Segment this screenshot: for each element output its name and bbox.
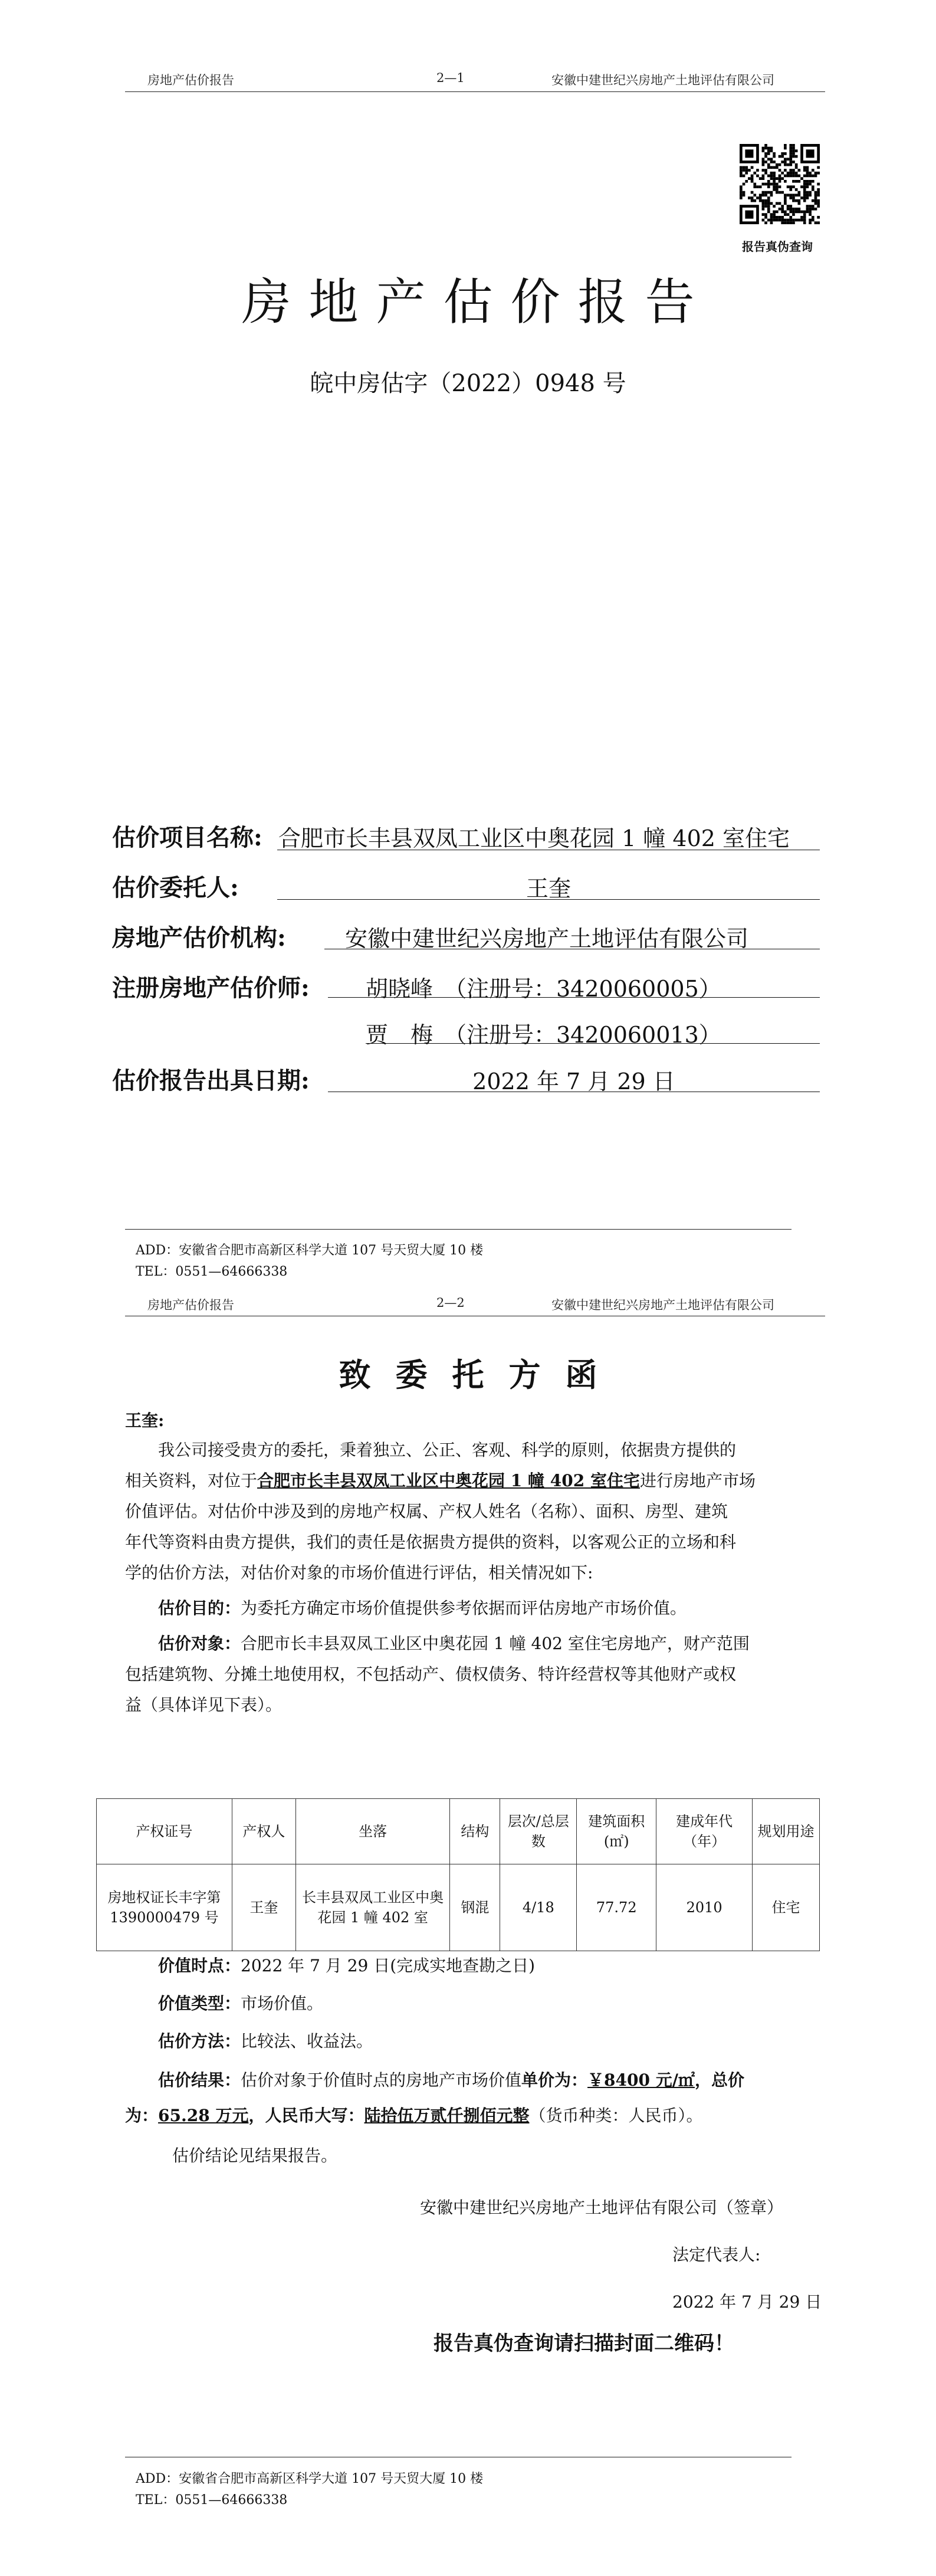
letter-title: 致委托方函 [339, 1356, 622, 1394]
header-company: 安徽中建世纪兴房地产土地评估有限公司 [551, 1298, 774, 1312]
table-cell: 4/18 [500, 1864, 577, 1951]
table-header-cell: 建成年代（年） [656, 1799, 753, 1864]
client-underline [277, 899, 820, 900]
intro-line-3: 价值评估。对估价中涉及到的房地产权属、产权人姓名（名称）、面积、房型、建筑 [125, 1502, 728, 1521]
header-page-number: 2—2 [436, 1296, 465, 1310]
appraiser-1-underline [328, 997, 820, 998]
appraiser-label: 注册房地产估价师: [112, 974, 310, 1002]
footer-address: ADD：安徽省合肥市高新区科学大道 107 号天贸大厦 10 楼 [136, 1243, 484, 1258]
total-price-uppercase: 陆拾伍万贰仟捌佰元整 [364, 2106, 530, 2125]
salutation: 王奎: [125, 1411, 165, 1430]
project-value: 合肥市长丰县双凤工业区中奥花园 1 幢 402 室住宅 [278, 825, 790, 851]
qr-code-icon [740, 142, 820, 227]
header-left: 房地产估价报告 [147, 1298, 234, 1312]
table-cell: 2010 [656, 1864, 753, 1951]
property-address: 合肥市长丰县双凤工业区中奥花园 1 幢 402 室住宅 [257, 1471, 640, 1490]
table-header-row [97, 1799, 820, 1864]
property-table [96, 1798, 820, 1951]
table-header-cell: 产权人 [232, 1799, 295, 1864]
agency-value: 安徽中建世纪兴房地产土地评估有限公司 [345, 926, 749, 952]
footer-tel: TEL：0551—64666338 [136, 2493, 288, 2508]
date-label: 估价报告出具日期: [112, 1067, 310, 1094]
intro-line-4: 年代等资料由贵方提供，我们的责任是依据贵方提供的资料，以客观公正的立场和科 [125, 1532, 737, 1552]
legal-representative: 法定代表人: [672, 2245, 761, 2264]
object-line-3: 益（具体详见下表）。 [125, 1695, 283, 1715]
table-cell: 王奎 [232, 1864, 295, 1951]
value-time: 价值时点：2022 年 7 月 29 日(完成实地查勘之日) [158, 1956, 536, 1975]
total-price: 65.28 万元 [158, 2106, 249, 2125]
appraiser-2: 贾 梅 （注册号：3420060013） [366, 1022, 721, 1048]
verify-note: 报告真伪查询请扫描封面二维码！ [433, 2332, 734, 2355]
object-line-2: 包括建筑物、分摊土地使用权，不包括动产、债权债务、特许经营权等其他财产或权 [125, 1664, 737, 1684]
object-line-1: 估价对象：合肥市长丰县双凤工业区中奥花园 1 幢 402 室住宅房地产，财产范围 [158, 1634, 750, 1653]
table-header-cell: 规划用途 [753, 1799, 820, 1864]
date-value: 2022 年 7 月 29 日 [472, 1069, 675, 1094]
page-title: 房地产估价报告 [241, 273, 712, 331]
table-cell: 长丰县双凤工业区中奥花园 1 幢 402 室 [295, 1864, 450, 1951]
header-company: 安徽中建世纪兴房地产土地评估有限公司 [551, 73, 774, 87]
project-label: 估价项目名称: [112, 824, 262, 851]
table-header-cell: 产权证号 [97, 1799, 232, 1864]
agency-label: 房地产估价机构: [112, 924, 286, 952]
table-row [97, 1864, 820, 1951]
client-value: 王奎 [526, 876, 571, 902]
intro-line-5: 学的估价方法，对估价对象的市场价值进行评估，相关情况如下: [125, 1563, 593, 1582]
value-type: 价值类型：市场价值。 [158, 1994, 324, 2013]
letter-date: 2022 年 7 月 29 日 [672, 2292, 822, 2312]
result-line-2: 为：65.28 万元，人民币大写：陆拾伍万贰仟捌佰元整（货币种类：人民币）。 [125, 2106, 703, 2125]
purpose: 估价目的：为委托方确定市场价值提供参考依据而评估房地产市场价值。 [158, 1598, 687, 1618]
report-number: 皖中房估字（2022）0948 号 [310, 370, 626, 397]
client-label: 估价委托人: [112, 874, 239, 902]
footer-rule [125, 1229, 792, 1230]
conclusion: 估价结论见结果报告。 [172, 2146, 338, 2165]
qr-caption: 报告真伪查询 [742, 240, 813, 254]
footer-tel: TEL：0551—64666338 [136, 1264, 288, 1279]
table-header-cell: 层次/总层数 [500, 1799, 577, 1864]
intro-line-2: 相关资料，对位于合肥市长丰县双凤工业区中奥花园 1 幢 402 室住宅进行房地产市场 [125, 1471, 756, 1490]
table-header-cell: 建筑面积(㎡) [577, 1799, 656, 1864]
footer-address: ADD：安徽省合肥市高新区科学大道 107 号天贸大厦 10 楼 [136, 2472, 484, 2486]
header-left: 房地产估价报告 [147, 73, 234, 87]
table-header-cell: 坐落 [295, 1799, 450, 1864]
unit-price: ￥8400 元/㎡ [587, 2070, 695, 2090]
header-rule [125, 91, 825, 92]
header-page-number: 2—1 [436, 71, 465, 85]
company-seal: 安徽中建世纪兴房地产土地评估有限公司（签章） [420, 2198, 784, 2217]
intro-line-1: 我公司接受贵方的委托，秉着独立、公正、客观、科学的原则，依据贵方提供的 [158, 1440, 737, 1460]
result-line-1: 估价结果：估价对象于价值时点的房地产市场价值单价为：￥8400 元/㎡，总价 [158, 2070, 744, 2090]
table-cell: 住宅 [753, 1864, 820, 1951]
table-header-cell: 结构 [450, 1799, 500, 1864]
table-cell: 钢混 [450, 1864, 500, 1951]
table-cell: 房地权证长丰字第 1390000479 号 [97, 1864, 232, 1951]
appraiser-1: 胡晓峰 （注册号：3420060005） [366, 976, 721, 1002]
table-cell: 77.72 [577, 1864, 656, 1951]
valuation-method: 估价方法：比较法、收益法。 [158, 2031, 373, 2051]
appraiser-2-underline [366, 1043, 820, 1044]
